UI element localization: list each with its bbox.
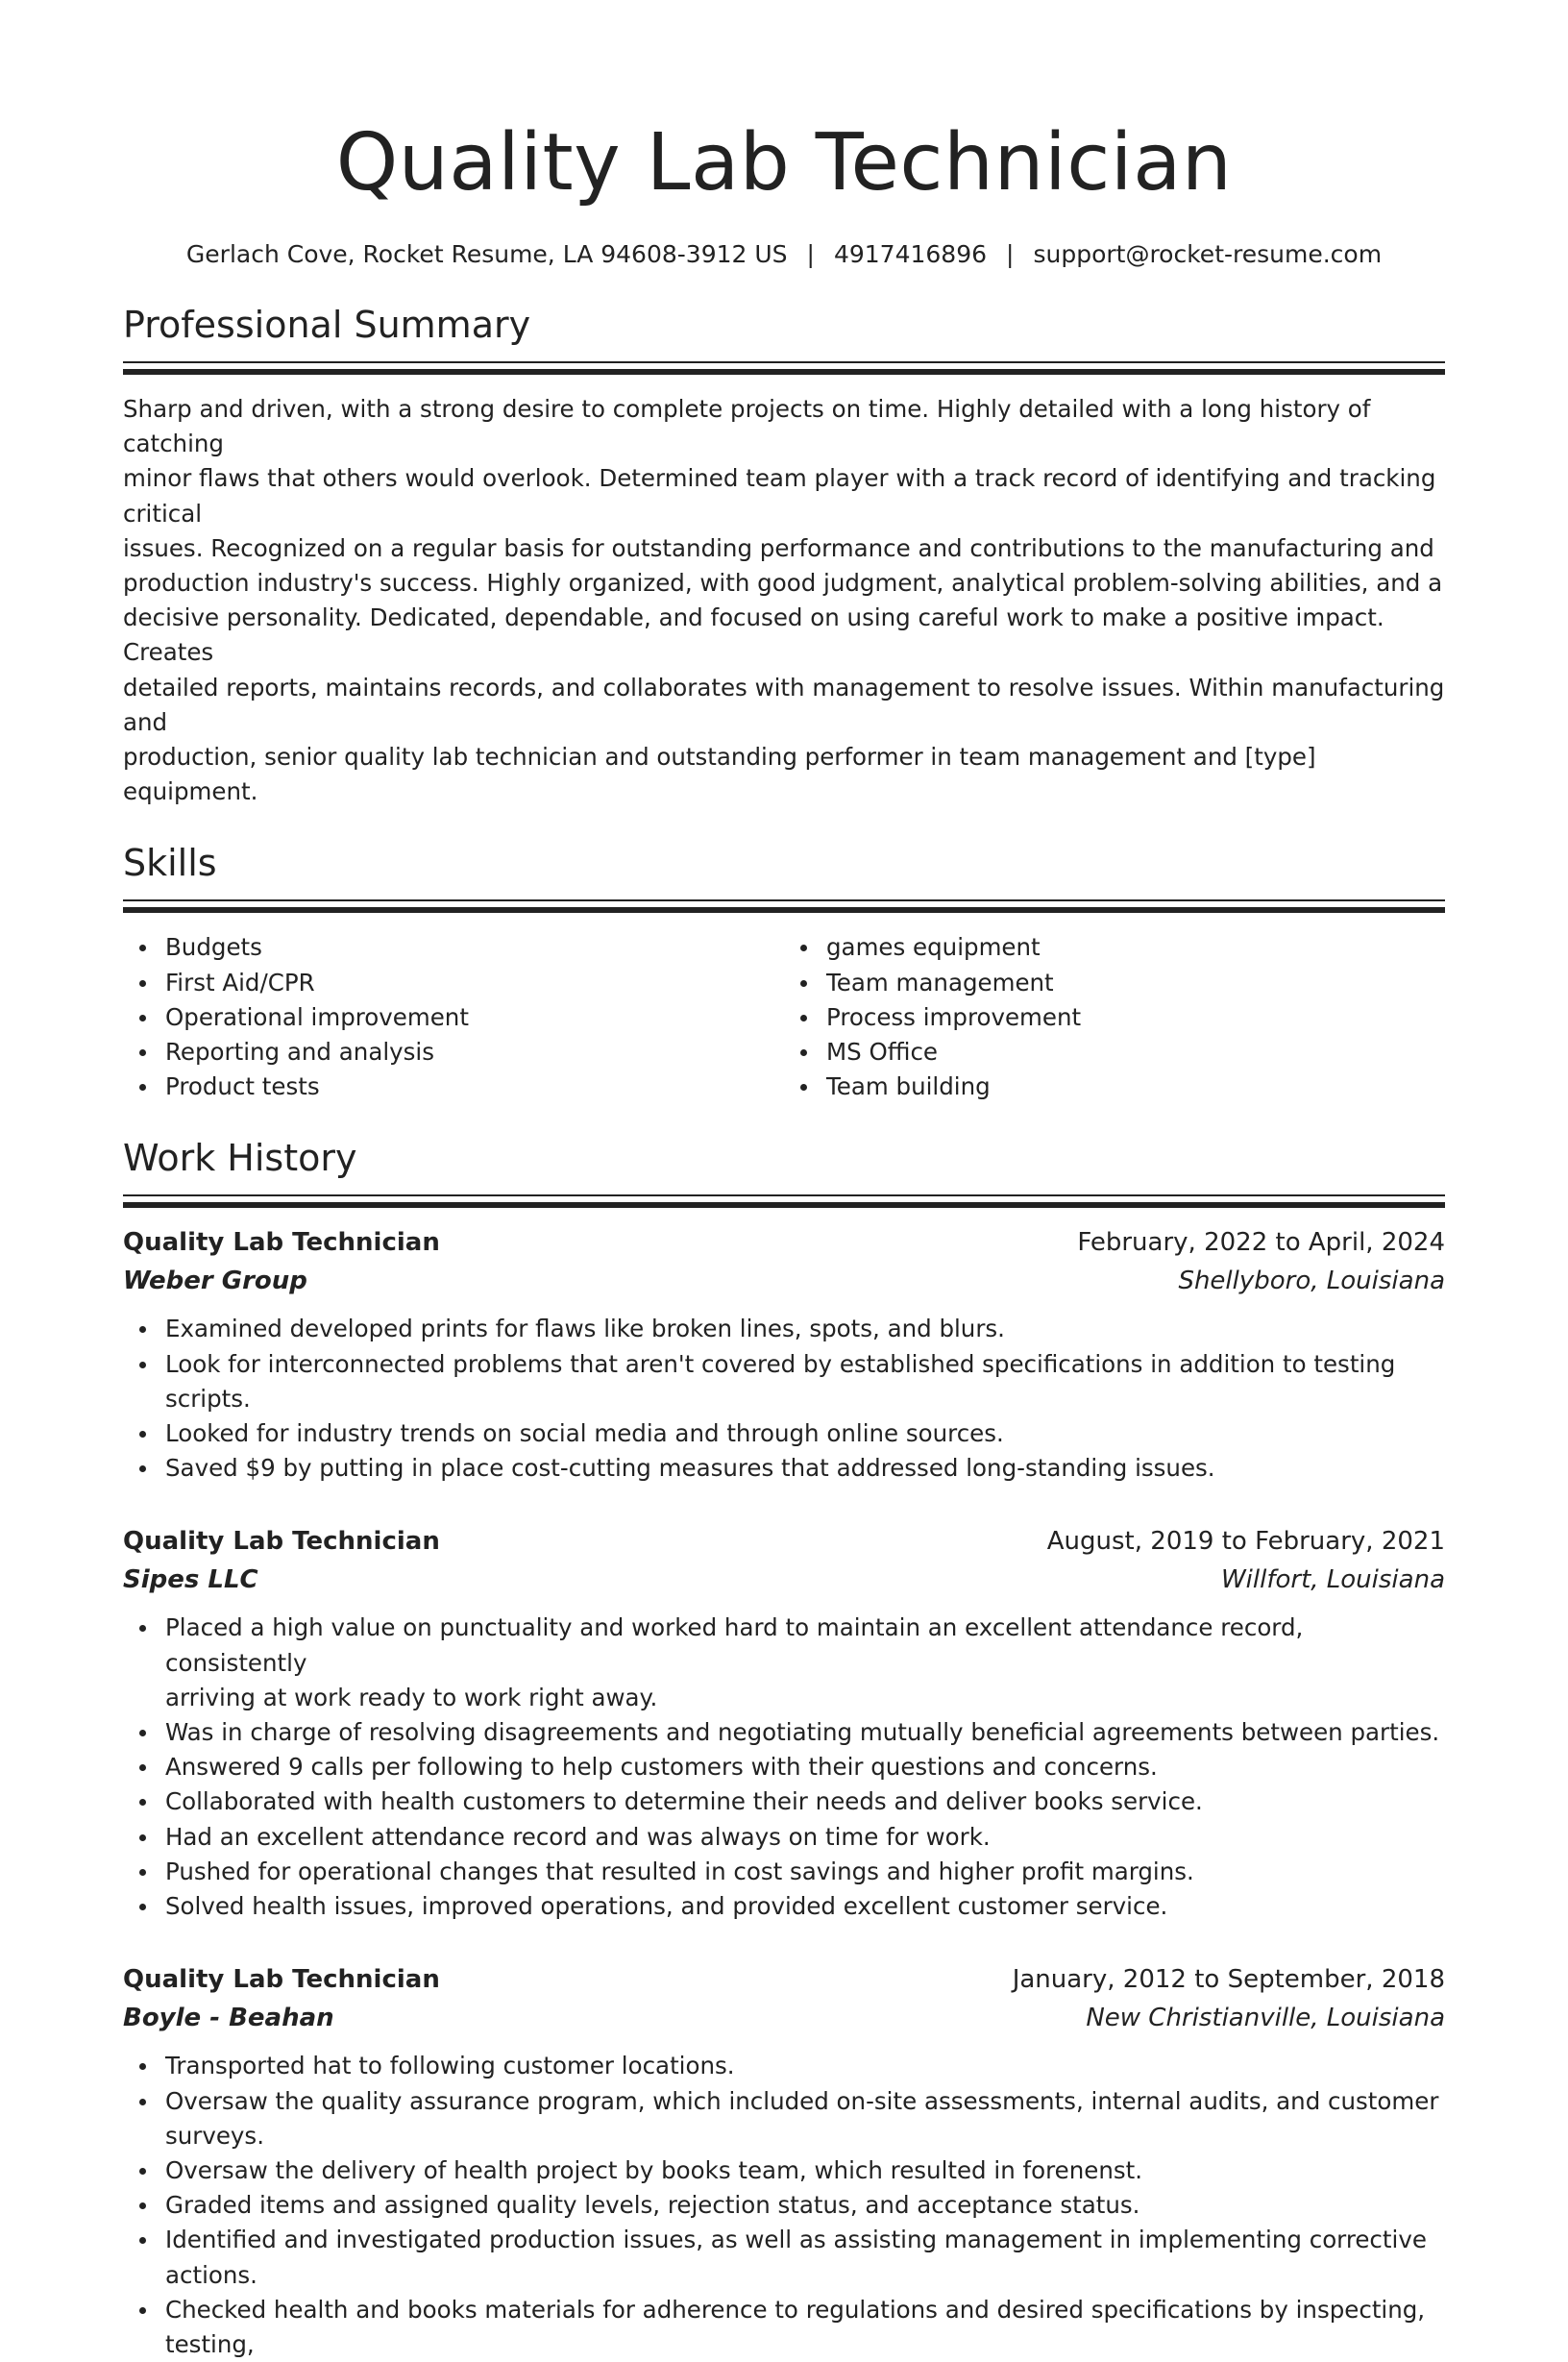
- summary-text: Sharp and driven, with a strong desire to complete projects on time. Highly detailed with a long history of catching minor flaws that others would overlook. Determined team player with a track record of identifying and tracking critical issues. Recognized on a regular basis for outstanding performance and contributions to the manufacturing and production industry's success. Highly organized, with good judgment, analytical problem-solving abilities, and a decisive personality. Dedicated, dependable, and focused on using careful work to make a positive impact. Creates detailed reports, maintains records, and collaborates with management to resolve issues. Within manufacturing and production, senior quality lab technician and outstanding performer in team management and [type] equipment.: [123, 395, 1445, 806]
- resume-title: Quality Lab Technician: [335, 117, 1233, 209]
- job-bullet: Identified and investigated production issues, as well as assisting management in implementing corrective actions.: [165, 2223, 1445, 2292]
- skill-item: Operational improvement: [165, 1000, 784, 1035]
- job-bullet: Look for interconnected problems that aren't covered by established specifications in addition to testing scripts.: [165, 1347, 1445, 1416]
- job-company: Sipes LLC: [123, 1565, 258, 1595]
- job-entry: [123, 1960, 1445, 2362]
- job-bullet: Pushed for operational changes that resulted in cost savings and higher profit margins.: [165, 1855, 1445, 1889]
- contact-separator: |: [1006, 240, 1015, 268]
- contact-line: [123, 238, 1445, 271]
- contact-email: support@rocket-resume.com: [1033, 240, 1383, 268]
- contact-phone: 4917416896: [833, 240, 988, 268]
- section-divider: [123, 899, 1445, 913]
- job-location: New Christianville, Louisiana: [1086, 2004, 1445, 2033]
- skills-section: [123, 838, 1445, 1104]
- job-bullet: Oversaw the delivery of health project by books team, which resulted in forenenst.: [165, 2153, 1445, 2188]
- skill-item: Process improvement: [826, 1000, 1445, 1035]
- section-divider: [123, 361, 1445, 375]
- job-dates: January, 2012 to September, 2018: [1012, 1965, 1445, 1995]
- job-employer-row: [123, 1999, 1445, 2037]
- job-dates: February, 2022 to April, 2024: [1077, 1228, 1445, 1258]
- section-divider: [123, 1194, 1445, 1208]
- job-bullets: [123, 2049, 1445, 2362]
- skill-item: Budgets: [165, 930, 784, 965]
- job-company: Weber Group: [123, 1267, 307, 1296]
- job-bullets: [123, 1611, 1445, 1924]
- job-title: Quality Lab Technician: [123, 1527, 440, 1557]
- job-employer-row: [123, 1262, 1445, 1300]
- skills-list-left: [123, 930, 784, 1104]
- contact-address: Gerlach Cove, Rocket Resume, LA 94608-3912 US: [185, 240, 788, 268]
- job-employer-row: [123, 1561, 1445, 1599]
- job-bullet: Answered 9 calls per following to help customers with their questions and concerns.: [165, 1750, 1445, 1784]
- skill-item: games equipment: [826, 930, 1445, 965]
- job-bullet: Placed a high value on punctuality and worked hard to maintain an excellent attendance record, consistently arriving at work ready to work right away.: [165, 1611, 1445, 1715]
- skill-item: Product tests: [165, 1070, 784, 1104]
- job-header-row: [123, 1223, 1445, 1262]
- skills-list-right: [784, 930, 1445, 1104]
- job-title: Quality Lab Technician: [123, 1228, 440, 1258]
- job-bullet: Oversaw the quality assurance program, which included on-site assessments, internal audits, and customer surveys.: [165, 2084, 1445, 2153]
- skills-columns: [123, 930, 1445, 1104]
- section-title: Professional Summary: [123, 304, 531, 346]
- section-header: [123, 838, 1445, 913]
- job-bullet: Saved $9 by putting in place cost-cutting measures that addressed long-standing issues.: [165, 1451, 1445, 1486]
- skill-item: Reporting and analysis: [165, 1035, 784, 1070]
- job-entry: [123, 1522, 1445, 1924]
- job-bullet: Collaborated with health customers to determine their needs and deliver books service.: [165, 1784, 1445, 1819]
- skill-item: Team building: [826, 1070, 1445, 1104]
- skill-item: MS Office: [826, 1035, 1445, 1070]
- job-company: Boyle - Beahan: [123, 2004, 334, 2033]
- job-bullet: Transported hat to following customer locations.: [165, 2049, 1445, 2083]
- job-bullet: Was in charge of resolving disagreements and negotiating mutually beneficial agreements between parties.: [165, 1715, 1445, 1750]
- job-bullet: Checked health and books materials for adherence to regulations and desired specifications by inspecting, testing,: [165, 2293, 1445, 2362]
- job-entry: [123, 1223, 1445, 1486]
- contact-separator: |: [806, 240, 815, 268]
- job-title: Quality Lab Technician: [123, 1965, 440, 1995]
- job-bullet: Examined developed prints for flaws like broken lines, spots, and blurs.: [165, 1312, 1445, 1346]
- job-dates: August, 2019 to February, 2021: [1046, 1527, 1445, 1557]
- professional-summary-section: [123, 300, 1445, 809]
- job-bullet: Solved health issues, improved operations, and provided excellent customer service.: [165, 1889, 1445, 1924]
- job-bullet: Graded items and assigned quality levels, rejection status, and acceptance status.: [165, 2188, 1445, 2223]
- job-bullets: [123, 1312, 1445, 1486]
- job-bullet: Looked for industry trends on social media and through online sources.: [165, 1416, 1445, 1451]
- job-location: Willfort, Louisiana: [1220, 1565, 1445, 1595]
- section-header: [123, 1133, 1445, 1208]
- work-history-section: [123, 1133, 1445, 2362]
- section-title: Work History: [123, 1137, 357, 1180]
- skill-item: First Aid/CPR: [165, 966, 784, 1000]
- section-title: Skills: [123, 842, 217, 885]
- job-header-row: [123, 1522, 1445, 1561]
- job-location: Shellyboro, Louisiana: [1178, 1267, 1445, 1296]
- skill-item: Team management: [826, 966, 1445, 1000]
- section-header: [123, 300, 1445, 375]
- job-bullet: Had an excellent attendance record and was always on time for work.: [165, 1820, 1445, 1855]
- job-header-row: [123, 1960, 1445, 1999]
